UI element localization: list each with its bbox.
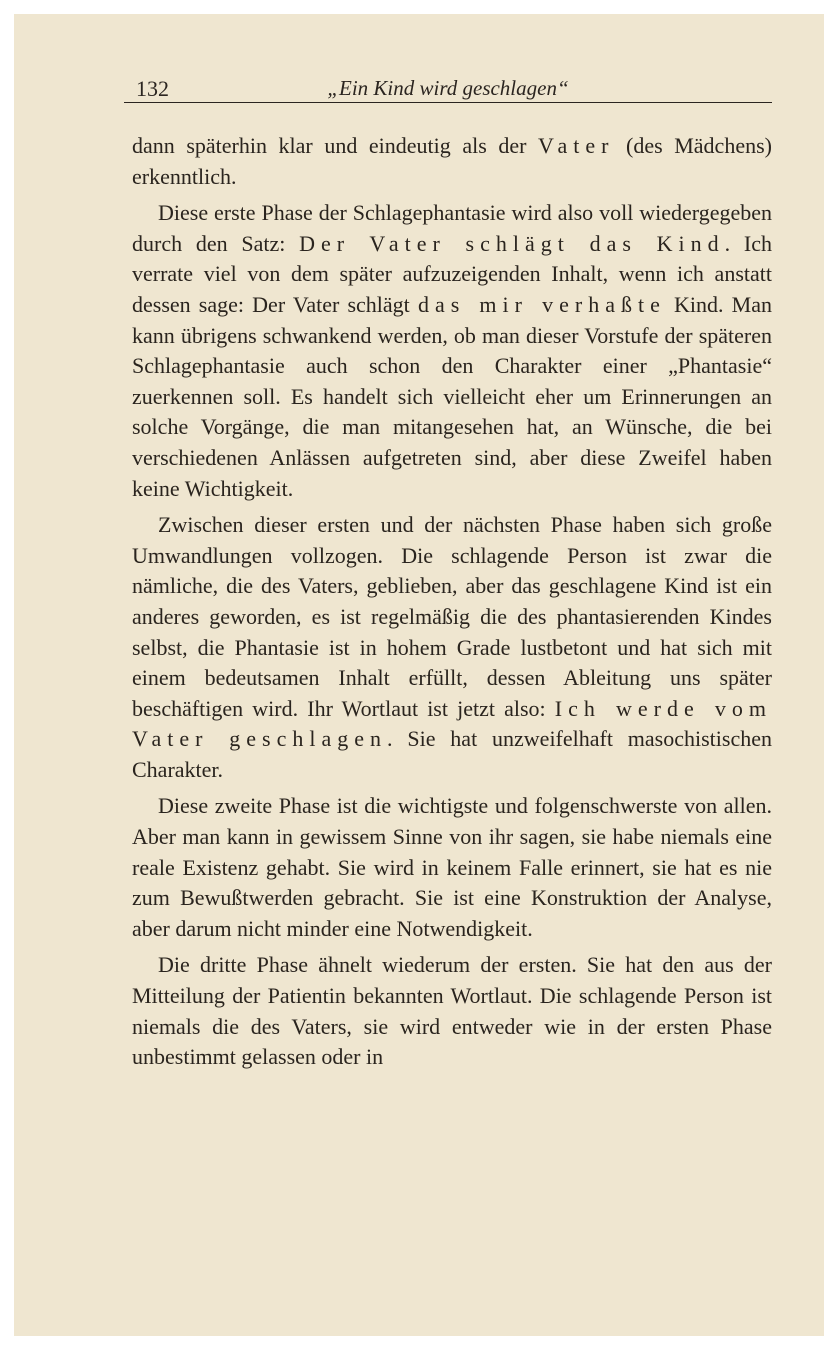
- paragraph: Diese zweite Phase ist die wichtigste und folgenschwerste von allen. Aber man kann in gewissem Sinne von ihr sagen, sie habe niemals eine reale Existenz gehabt. Sie wird in keinem Falle erinnert, sie hat es nie zum Bewußtwerden gebracht. Sie ist eine Konstruktion der Analyse, aber darum nicht minder eine Notwendigkeit.: [132, 793, 772, 941]
- book-page: [14, 14, 824, 1336]
- paragraph: [132, 198, 772, 504]
- running-header: [124, 78, 772, 103]
- emphasis-text: Ich werde vom Vater geschlagen: [132, 695, 773, 752]
- text-run: . Sie hat unzweifelhaft masochistischen Charakter.: [132, 726, 772, 782]
- page-number: 132: [136, 76, 169, 101]
- paragraph: Die dritte Phase ähnelt wiederum der ersten. Sie hat den aus der Mitteilung der Patientin bekannten Wortlaut. Die schlagende Person ist niemals die des Vaters, sie wird entweder wie in der ersten Phase unbestimmt gelassen oder in: [132, 952, 772, 1070]
- body-text: [132, 131, 772, 1079]
- emphasis-text: das mir verhaßte: [417, 291, 666, 317]
- text-run: Diese erste Phase der Schlagephantasie wird also voll wiedergegeben durch den Satz:: [132, 200, 772, 256]
- text-run: (des Mädchens) erkenntlich.: [132, 133, 772, 189]
- paragraph: [132, 510, 772, 785]
- paragraph: [132, 131, 772, 192]
- emphasis-text: Der Vater schlägt das Kind: [299, 230, 725, 256]
- text-run: dann späterhin klar und eindeutig als der: [132, 133, 539, 158]
- text-run: Kind. Man kann übrigens schwankend werden, ob man dieser Vorstufe der späteren Schlagephantasie auch schon den Charakter einer „Phantasie“ zuerkennen soll. Es handelt sich vielleicht eher um Erinnerungen an solche Vorgänge, die man mitangesehen hat, an Wünsche, die bei verschiedenen Anlässen aufgetreten sind, aber diese Zweifel haben keine Wichtigkeit.: [132, 291, 773, 501]
- running-title: „Ein Kind wird geschlagen“: [327, 76, 569, 100]
- text-run: . Ich verrate viel von dem später aufzuzeigenden Inhalt, wenn ich anstatt dessen sage: Der Vater schlägt: [132, 230, 772, 317]
- text-run: Zwischen dieser ersten und der nächsten Phase haben sich große Umwandlungen vollzogen. Die schlagende Person ist zwar die nämliche, die des Vaters, geblieben, aber das geschlagene Kind ist ein anderes geworden, es ist regelmäßig die des phantasierenden Kindes selbst, die Phantasie ist in hohem Grade lustbetont und hat sich mit einem bedeutsamen Inhalt erfüllt, dessen Ableitung uns später beschäftigen wird. Ihr Wortlaut ist jetzt also:: [132, 512, 772, 721]
- emphasis-text: Vater: [538, 133, 615, 158]
